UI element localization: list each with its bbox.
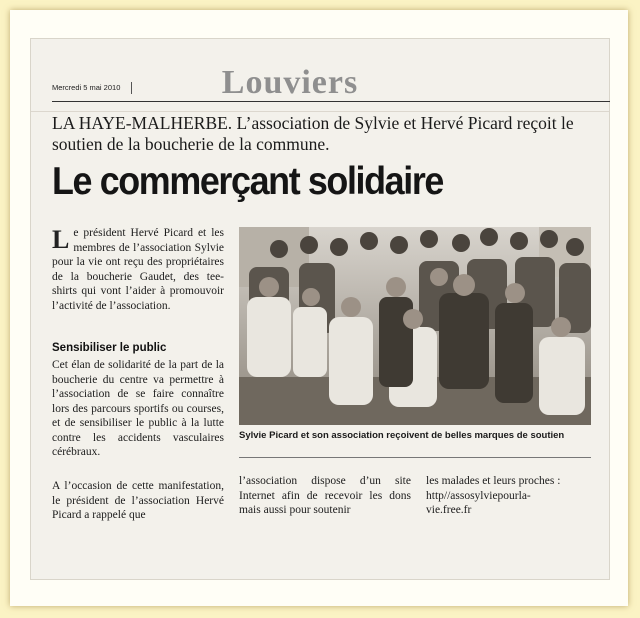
body-paragraph-2: A l’occasion de cette manifestation, le président de l’association Hervé Picard a rappelé que bbox=[52, 480, 224, 521]
issue-date: Mercredi 5 mai 2010 bbox=[52, 83, 121, 92]
website-url: http//assosylviepourla- bbox=[426, 489, 531, 502]
body-paragraph-1: Cet élan de solidarité de la part de la boucherie du centre va permettre à l’association de se faire connaître lors des parcours sportifs ou courses, et de sensibiliser le public à la lutte contre les accidents vasculaires cérébraux. bbox=[52, 359, 224, 458]
lead-text: e président Hervé Picard et les membres de l’association Sylvie pour la vie ont reçu des propriétaires de la boucherie Gaudet, des tee-shirts qui vont l’aider à promouvoir l’activité de l’association. bbox=[52, 227, 224, 312]
article bbox=[30, 0, 608, 618]
group-photo-image bbox=[239, 227, 591, 425]
header-rule bbox=[52, 101, 610, 102]
column3-line-1: les malades et leurs proches : bbox=[426, 475, 561, 487]
section-title: Louviers bbox=[221, 64, 359, 101]
group-photo bbox=[239, 227, 591, 425]
headline: Le commerçant solidaire bbox=[52, 160, 444, 203]
subheading: Sensibiliser le public bbox=[52, 342, 167, 354]
lead-paragraph bbox=[52, 226, 224, 313]
kicker: LA HAYE-MALHERBE. L’association de Sylvie et Hervé Picard reçoit le soutien de la boucherie de la commune. bbox=[52, 113, 574, 154]
caption-rule bbox=[239, 457, 591, 458]
body-column-2: l’association dispose d’un site Internet afin de recevoir les dons mais aussi pour soutenir bbox=[239, 475, 411, 516]
date-separator bbox=[131, 82, 132, 94]
drop-cap: L bbox=[52, 225, 70, 254]
photo-caption: Sylvie Picard et son association reçoivent de belles marques de soutien bbox=[239, 430, 565, 441]
body-column-3 bbox=[426, 474, 596, 518]
website-url-end: vie.free.fr bbox=[426, 504, 472, 516]
